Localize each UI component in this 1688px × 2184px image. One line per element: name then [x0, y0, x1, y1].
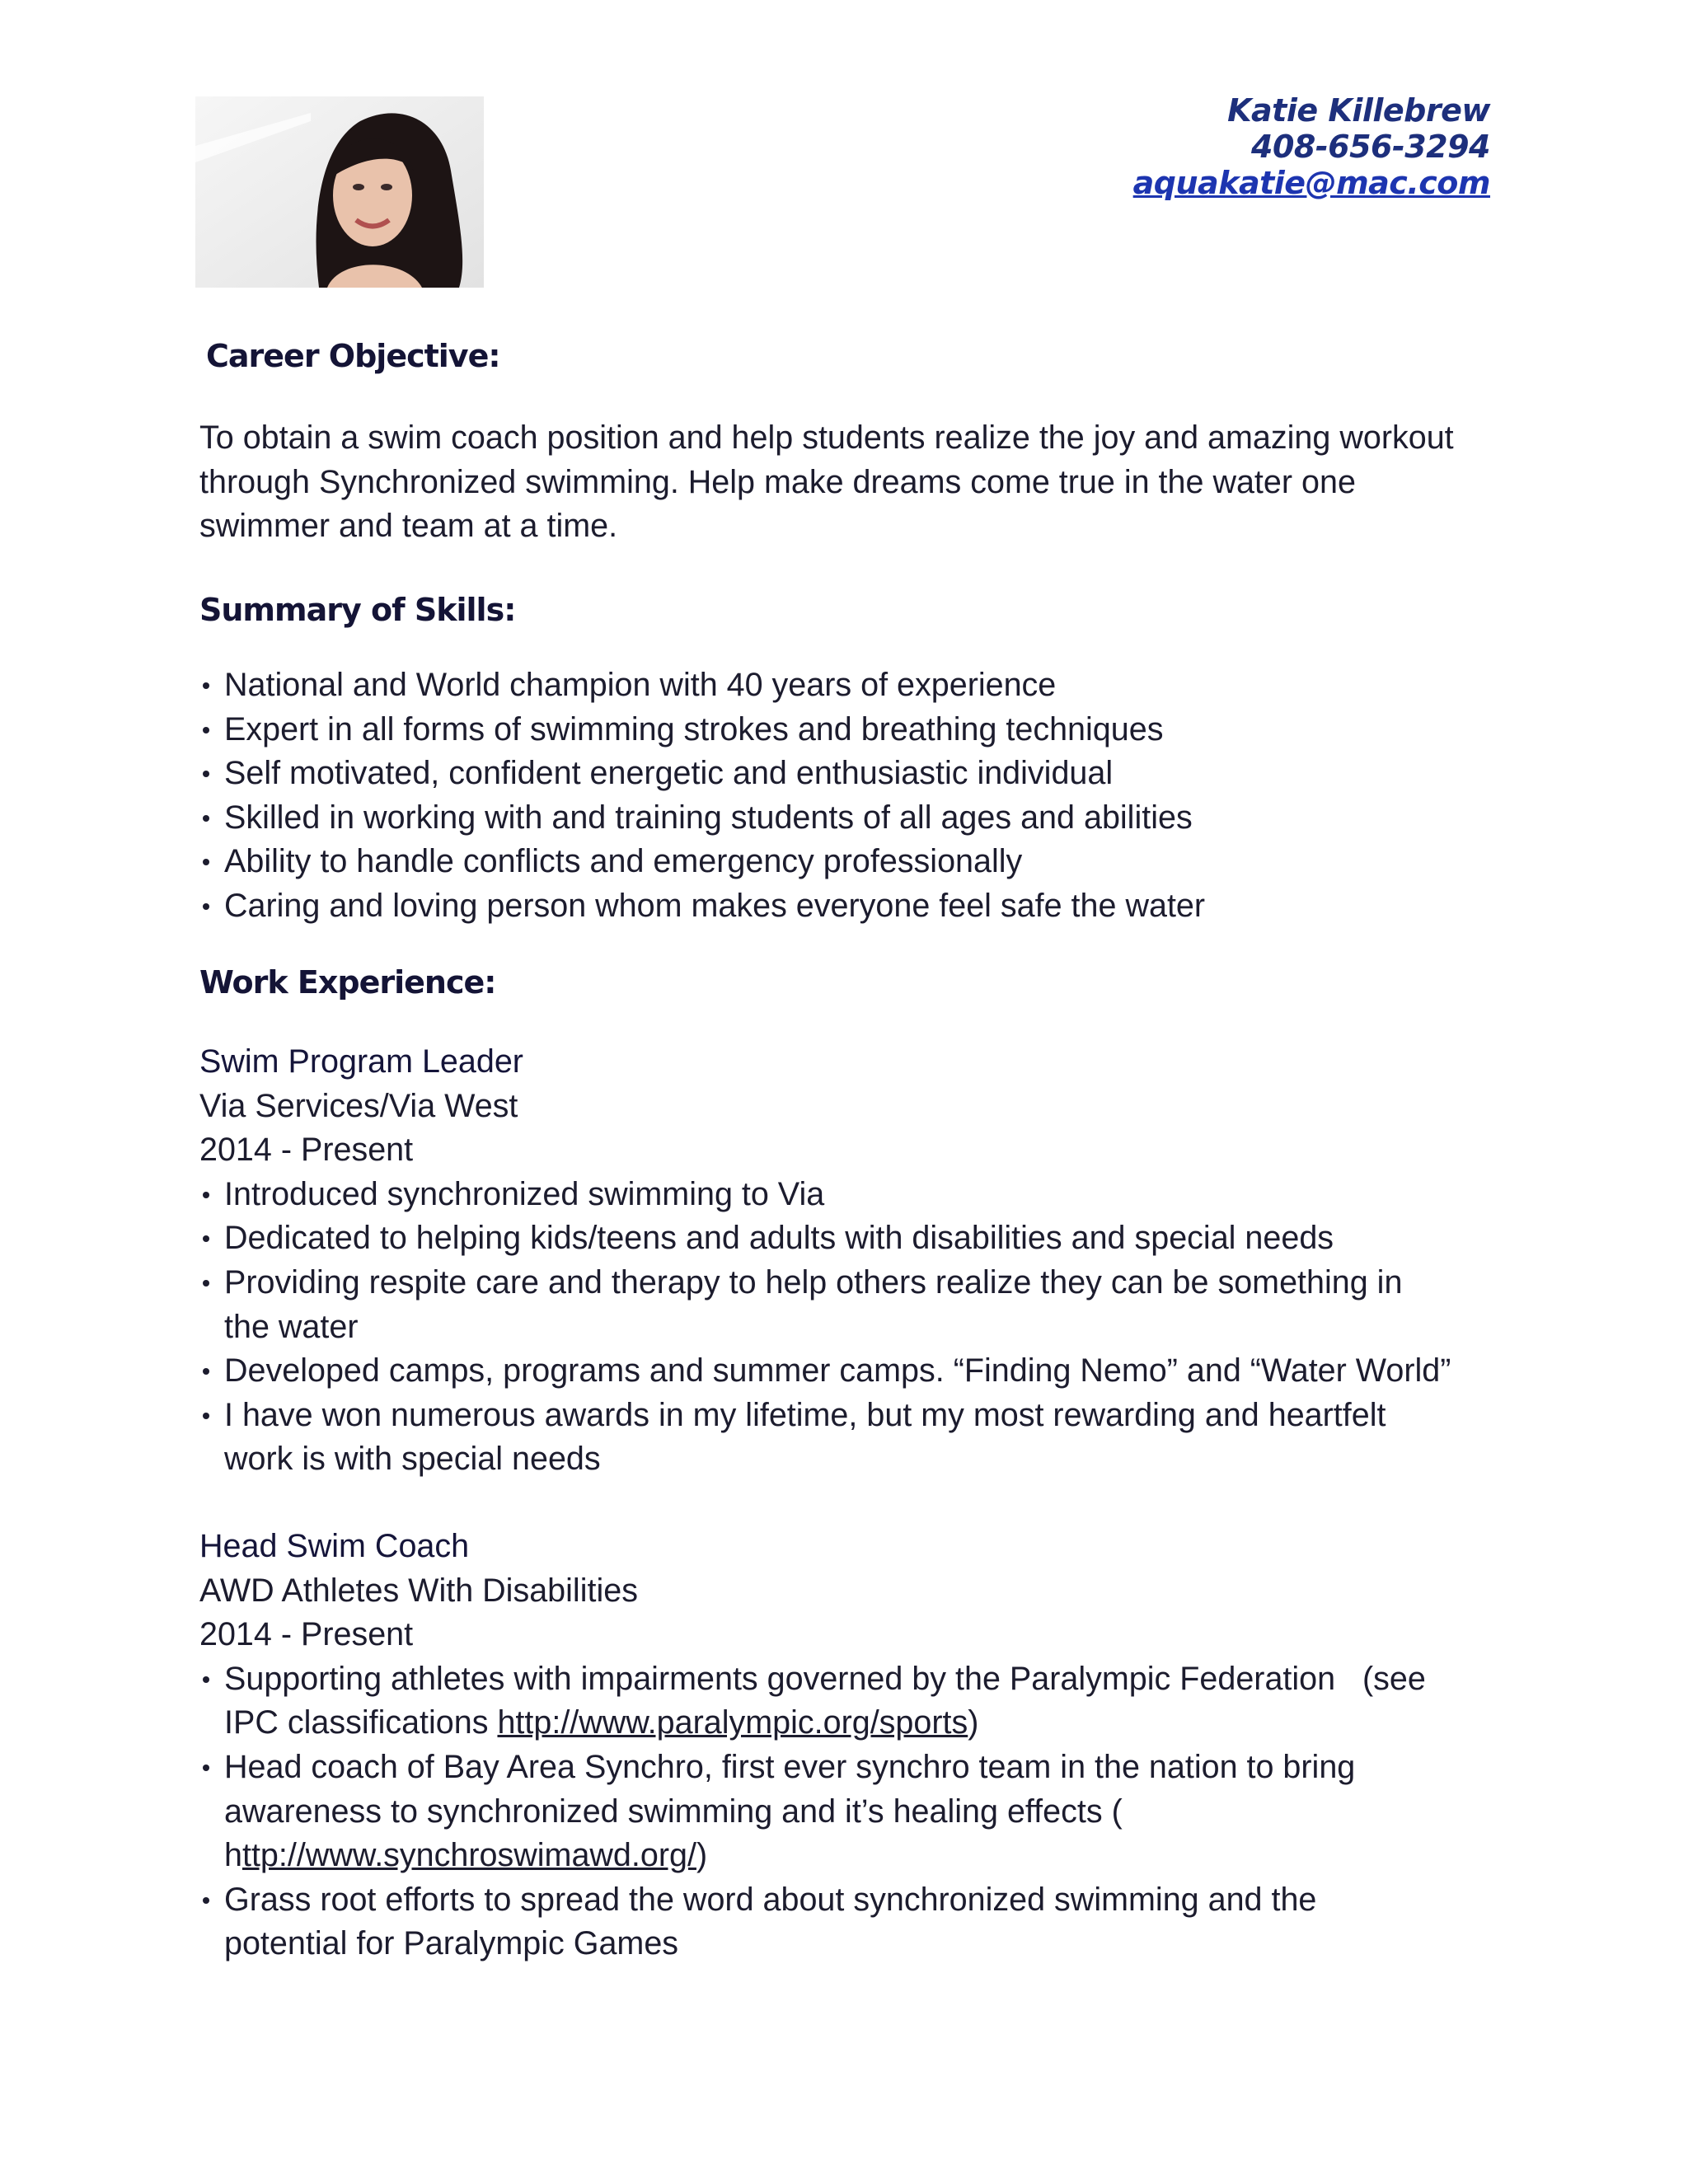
- list-item: I have won numerous awards in my lifetime, but my most rewarding and heartfelt work is with special needs: [199, 1394, 1493, 1482]
- job-organization: AWD Athletes With Disabilities: [199, 1572, 638, 1609]
- skills-list: [199, 663, 1485, 929]
- list-item: Ability to handle conflicts and emergency professionally: [199, 840, 1485, 884]
- list-item: Developed camps, programs and summer camps. “Finding Nemo” and “Water World”: [199, 1349, 1493, 1394]
- contact-name: Katie Killebrew: [1227, 92, 1490, 129]
- list-item: Dedicated to helping kids/teens and adults with disabilities and special needs: [199, 1216, 1493, 1261]
- list-item-text: Supporting athletes with impairments governed by the Paralympic Federation (see IPC classifications: [224, 1660, 1435, 1741]
- contact-phone: 408-656-3294: [1251, 129, 1490, 165]
- list-item: Self motivated, confident energetic and enthusiastic individual: [199, 752, 1485, 796]
- job-title: Swim Program Leader: [199, 1043, 523, 1080]
- list-item-text: Head coach of Bay Area Synchro, first ever synchro team in the nation to bring awareness to synchronized swimming and it’s healing effects ( h: [224, 1748, 1356, 1874]
- job-duties-list: [199, 1657, 1485, 1966]
- profile-photo: [195, 96, 484, 288]
- job-duties-list: [199, 1173, 1493, 1482]
- job-organization: Via Services/Via West: [199, 1087, 518, 1124]
- list-item: Skilled in working with and training students of all ages and abilities: [199, 796, 1485, 841]
- list-item: National and World champion with 40 years of experience: [199, 663, 1485, 708]
- job-dates: 2014 - Present: [199, 1132, 414, 1169]
- list-item: [199, 1657, 1485, 1746]
- list-item: Introduced synchronized swimming to Via: [199, 1173, 1493, 1217]
- list-item: Providing respite care and therapy to help others realize they can be something in the water: [199, 1261, 1493, 1349]
- paralympic-sports-link[interactable]: http://www.paralympic.org/sports: [497, 1704, 968, 1741]
- job-dates: 2014 - Present: [199, 1616, 414, 1653]
- list-item-text: ): [696, 1837, 708, 1874]
- list-item: Caring and loving person whom makes everyone feel safe the water: [199, 884, 1485, 929]
- contact-email-link[interactable]: aquakatie@mac.com: [1132, 165, 1490, 201]
- job-entry: [199, 1525, 1485, 1966]
- list-item: Expert in all forms of swimming strokes and breathing techniques: [199, 708, 1485, 752]
- list-item: Grass root efforts to spread the word about synchronized swimming and the potential for Paralympic Games: [199, 1878, 1485, 1966]
- career-objective-text: To obtain a swim coach position and help students realize the joy and amazing workout through Synchronized swimming. Help make dreams come true in the water one swimmer and team at a time.: [199, 419, 1454, 545]
- list-item-text: ): [968, 1704, 979, 1741]
- career-objective-heading: Career Objective:: [206, 338, 500, 374]
- skills-heading: Summary of Skills:: [199, 592, 516, 628]
- list-item: [199, 1746, 1485, 1878]
- job-title: Head Swim Coach: [199, 1528, 470, 1564]
- contact-block: [1133, 92, 1490, 201]
- synchroswimawd-link[interactable]: ttp://www.synchroswimawd.org/: [241, 1837, 696, 1874]
- work-heading: Work Experience:: [199, 964, 496, 1001]
- job-entry: [199, 1040, 1493, 1482]
